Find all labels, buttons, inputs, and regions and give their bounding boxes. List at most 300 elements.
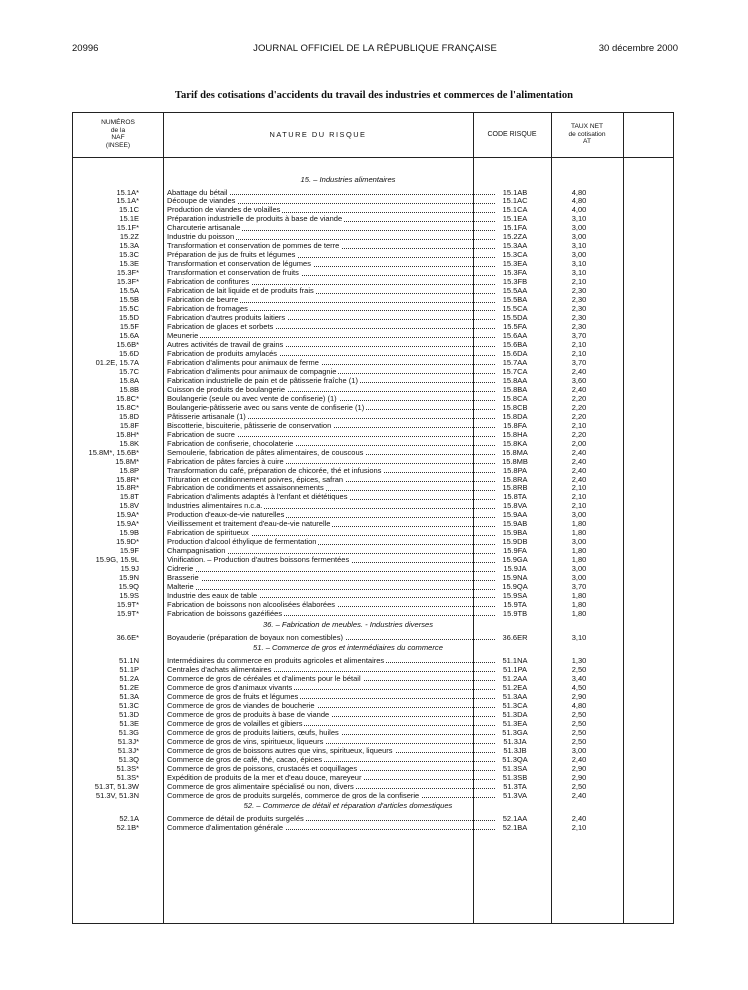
risk-label: Semoulerie, fabrication de pâtes alimentaires, de couscous <box>167 447 364 457</box>
table-row <box>73 814 673 823</box>
naf-code: 15.8T <box>119 492 139 502</box>
risk-nature <box>167 519 499 528</box>
risk-nature <box>167 250 499 259</box>
risk-code: 15.8MA <box>502 447 528 457</box>
risk-label: Préparation industrielle de produits à base de viande <box>167 214 343 224</box>
net-rate: 1,80 <box>571 591 587 601</box>
table-row <box>73 196 673 205</box>
table-row <box>73 591 673 600</box>
risk-nature <box>167 492 499 501</box>
risk-nature <box>167 448 499 457</box>
risk-code: 15.8HA <box>502 429 528 439</box>
risk-code: 51.3QA <box>502 754 528 764</box>
net-rate: 2,50 <box>571 727 587 737</box>
naf-code: 15.9A* <box>116 519 139 529</box>
risk-label: Industrie des eaux de table <box>167 591 258 601</box>
risk-code: 15.8FA <box>503 420 527 430</box>
risk-nature <box>167 737 499 746</box>
table-row <box>73 746 673 755</box>
naf-code: 15.6B* <box>116 339 139 349</box>
table-row <box>73 674 673 683</box>
table-row <box>73 457 673 466</box>
header-nature: NATURE DU RISQUE <box>269 130 367 139</box>
risk-nature <box>167 295 499 304</box>
risk-label: Charcuterie artisanale <box>167 223 241 233</box>
table-row <box>73 609 673 618</box>
risk-label: Autres activités de travail de grains <box>167 339 284 349</box>
risk-code: 15.6DA <box>502 348 528 358</box>
net-rate: 1,80 <box>571 555 587 565</box>
risk-label: Pâtisserie artisanale (1) <box>167 411 246 421</box>
risk-nature <box>167 728 499 737</box>
risk-nature <box>167 791 499 800</box>
risk-code: 15.7CA <box>502 366 528 376</box>
risk-code: 15.9TB <box>502 609 528 619</box>
net-rate: 3,70 <box>571 331 587 340</box>
naf-code: 15.3F* <box>116 268 139 278</box>
risk-label: Fabrication d'autres produits laitiers <box>167 313 286 323</box>
risk-code: 51.2AA <box>502 673 528 683</box>
risk-nature <box>167 823 499 832</box>
naf-code: 15.2Z <box>119 232 139 242</box>
table-row <box>73 519 673 528</box>
risk-code: 15.8DA <box>502 411 528 421</box>
net-rate: 2,30 <box>571 304 587 314</box>
naf-code: 15.9N <box>118 573 139 583</box>
risk-label: Vinification. – Production d'autres boissons fermentées <box>167 555 350 565</box>
risk-nature <box>167 501 499 510</box>
net-rate: 2,20 <box>571 411 587 421</box>
risk-nature <box>167 214 499 223</box>
risk-nature <box>167 665 499 674</box>
risk-code: 15.5FA <box>503 322 527 332</box>
net-rate: 1,80 <box>571 600 587 610</box>
naf-code: 15.8B <box>119 384 139 394</box>
net-rate: 3,00 <box>571 510 587 520</box>
net-rate: 3,10 <box>571 632 587 642</box>
naf-code: 15.9B <box>119 528 139 538</box>
risk-code: 51.2EA <box>502 682 528 692</box>
net-rate: 2,10 <box>571 339 587 349</box>
naf-code: 15.9Q <box>118 582 139 592</box>
table-row <box>73 564 673 573</box>
risk-code: 15.5BA <box>502 295 528 305</box>
risk-code: 15.5CA <box>502 304 528 314</box>
risk-code: 15.2ZA <box>502 232 528 242</box>
risk-nature <box>167 582 499 591</box>
net-rate: 2,20 <box>571 393 587 403</box>
naf-code: 15.3E <box>119 259 139 269</box>
net-rate: 2,40 <box>571 474 587 484</box>
risk-code: 15.1EA <box>502 214 528 224</box>
naf-code: 51.3S* <box>116 772 139 782</box>
table-row <box>73 448 673 457</box>
table-row <box>73 501 673 510</box>
risk-label: Commerce de gros de produits laitiers, œufs, huiles <box>167 727 339 737</box>
risk-label: Champagnisation <box>167 546 226 556</box>
risk-code: 15.8AA <box>502 375 528 385</box>
net-rate: 2,30 <box>571 295 587 305</box>
risk-label: Transformation du café, préparation de chicorée, thé et infusions <box>167 465 382 475</box>
risk-nature <box>167 719 499 728</box>
net-rate: 3,70 <box>571 357 587 367</box>
dot-leader <box>167 580 495 581</box>
risk-label: Commerce de gros de poissons, crustacés et coquillages <box>167 763 358 773</box>
risk-code: 51.1NA <box>502 655 528 665</box>
risk-code: 15.9BA <box>502 528 528 538</box>
net-rate: 2,10 <box>571 420 587 430</box>
risk-code: 51.3GA <box>502 727 528 737</box>
net-rate: 2,10 <box>571 822 587 832</box>
header-divider <box>73 157 673 158</box>
risk-label: Commerce de gros d'animaux vivants <box>167 682 293 692</box>
risk-nature <box>167 376 499 385</box>
risk-code: 15.5DA <box>502 313 528 323</box>
risk-code: 51.3SB <box>502 772 528 782</box>
risk-nature <box>167 633 499 642</box>
risk-nature <box>167 286 499 295</box>
net-rate: 2,00 <box>571 438 587 448</box>
table-row <box>73 295 673 304</box>
header-naf-line: (INSEE) <box>105 141 131 149</box>
naf-code: 51.3V, 51.3N <box>95 790 139 800</box>
risk-label: Biscotterie, biscuiterie, pâtisserie de conservation <box>167 420 332 430</box>
naf-code: 51.3D <box>118 709 139 719</box>
naf-code: 15.3A <box>119 241 139 251</box>
risk-nature <box>167 710 499 719</box>
risk-label: Boulangerie-pâtisserie avec ou sans vente de confiserie (1) <box>167 402 365 412</box>
naf-code: 51.3C <box>118 700 139 710</box>
risk-code: 52.1BA <box>502 822 528 832</box>
risk-nature <box>167 782 499 791</box>
naf-code: 15.8D <box>118 411 139 421</box>
header-taux <box>551 123 623 146</box>
risk-label: Fabrication de boissons gazéifiées <box>167 609 283 619</box>
naf-code: 15.9T* <box>116 600 139 610</box>
header-naf-line: de la <box>110 126 126 134</box>
net-rate: 2,40 <box>571 754 587 764</box>
naf-code: 15.1A* <box>116 196 139 206</box>
page-number: 20996 <box>72 43 99 54</box>
risk-label: Fabrication de beurre <box>167 295 239 305</box>
risk-code: 15.1FA <box>503 223 527 233</box>
table-row <box>73 277 673 286</box>
dot-leader <box>167 589 495 590</box>
table-row <box>73 358 673 367</box>
risk-label: Fabrication d'aliments adaptés à l'enfant et diététiques <box>167 492 348 502</box>
table-row <box>73 537 673 546</box>
risk-code: 15.6AA <box>502 331 528 340</box>
risk-code: 15.3CA <box>502 250 528 260</box>
table-title: Tarif des cotisations d'accidents du travail des industries et commerces de l'alimentation <box>174 90 574 101</box>
net-rate: 4,80 <box>571 187 587 197</box>
risk-label: Fabrication de confiserie, chocolaterie <box>167 438 294 448</box>
risk-label: Fabrication d'aliments pour animaux de compagnie <box>167 366 337 376</box>
net-rate: 2,40 <box>571 456 587 466</box>
net-rate: 1,80 <box>571 546 587 556</box>
risk-nature <box>167 394 499 403</box>
risk-nature <box>167 439 499 448</box>
risk-code: 15.9DB <box>502 537 528 547</box>
table-row <box>73 710 673 719</box>
net-rate: 3,00 <box>571 564 587 574</box>
net-rate: 3,00 <box>571 223 587 233</box>
risk-code: 51.3JA <box>503 736 527 746</box>
header-code: CODE RISQUE <box>487 131 537 138</box>
net-rate: 2,90 <box>571 691 587 701</box>
net-rate: 3,10 <box>571 214 587 224</box>
risk-label: Fabrication industrielle de pain et de pâtisserie fraîche (1) <box>167 375 358 385</box>
naf-code: 52.1B* <box>116 822 139 832</box>
net-rate: 3,00 <box>571 745 587 755</box>
table-row <box>73 737 673 746</box>
naf-code: 15.8C* <box>116 393 139 403</box>
risk-nature <box>167 555 499 564</box>
risk-nature <box>167 223 499 232</box>
naf-code: 15.8P <box>119 465 139 475</box>
section-title: 52. – Commerce de détail et réparation d'articles domestiques <box>243 801 453 811</box>
risk-code: 51.3TA <box>503 781 527 791</box>
risk-label: Commerce de gros de fruits et légumes <box>167 691 299 701</box>
risk-label: Production d'eaux-de-vie naturelles <box>167 510 285 520</box>
risk-code: 15.1AB <box>502 187 528 197</box>
risk-label: Expédition de produits de la mer et d'eau douce, mareyeur <box>167 772 362 782</box>
table-row <box>73 313 673 322</box>
section-title: 36. – Fabrication de meubles. - Industries diverses <box>262 620 434 629</box>
table-row <box>73 555 673 564</box>
table-row <box>73 546 673 555</box>
risk-code: 51.1PA <box>502 664 528 674</box>
naf-code: 51.3T, 51.3W <box>94 781 139 791</box>
net-rate: 4,80 <box>571 196 587 206</box>
table-row <box>73 394 673 403</box>
risk-nature <box>167 205 499 214</box>
risk-code: 15.9TA <box>503 600 527 610</box>
table-row <box>73 683 673 692</box>
naf-code: 51.3Q <box>118 754 139 764</box>
risk-label: Boulangerie (seule ou avec vente de confiserie) (1) <box>167 393 337 403</box>
naf-code: 15.6D <box>118 348 139 358</box>
table-row <box>73 510 673 519</box>
net-rate: 2,10 <box>571 348 587 358</box>
table-row <box>73 349 673 358</box>
naf-code: 15.9J <box>120 564 139 574</box>
risk-code: 51.3AA <box>502 691 528 701</box>
table-row <box>73 286 673 295</box>
risk-label: Vieillissement et traitement d'eau-de-vie naturelle <box>167 519 331 529</box>
tariff-table <box>72 112 674 924</box>
risk-nature <box>167 674 499 683</box>
table-row <box>73 764 673 773</box>
naf-code: 15.9T* <box>116 609 139 619</box>
naf-code: 15.9D* <box>116 537 139 547</box>
net-rate: 3,00 <box>571 537 587 547</box>
risk-label: Fabrication de lait liquide et de produits frais <box>167 286 314 296</box>
risk-code: 52.1AA <box>502 813 528 823</box>
risk-label: Boyauderie (préparation de boyaux non comestibles) <box>167 632 343 642</box>
net-rate: 2,40 <box>571 447 587 457</box>
naf-code: 51.1N <box>118 655 139 665</box>
risk-label: Commerce de gros de vins, spiritueux, liqueurs <box>167 736 324 746</box>
naf-code: 51.3J* <box>117 736 139 746</box>
risk-nature <box>167 385 499 394</box>
table-row <box>73 492 673 501</box>
table-row <box>73 665 673 674</box>
risk-label: Abattage du bétail <box>167 187 228 197</box>
table-row <box>73 322 673 331</box>
risk-nature <box>167 814 499 823</box>
risk-nature <box>167 403 499 412</box>
net-rate: 2,30 <box>571 286 587 296</box>
net-rate: 4,50 <box>571 682 587 692</box>
risk-nature <box>167 537 499 546</box>
naf-code: 15.5A <box>119 286 139 296</box>
risk-nature <box>167 573 499 582</box>
net-rate: 2,10 <box>571 492 587 502</box>
table-row <box>73 475 673 484</box>
publication-date: 30 décembre 2000 <box>598 43 678 54</box>
risk-nature <box>167 457 499 466</box>
risk-nature <box>167 241 499 250</box>
table-row <box>73 421 673 430</box>
table-row <box>73 232 673 241</box>
risk-label: Commerce de gros de produits surgelés, commerce de gros de la confiserie <box>167 790 420 800</box>
risk-nature <box>167 609 499 618</box>
table-row <box>73 205 673 214</box>
risk-nature <box>167 421 499 430</box>
naf-code: 15.8F <box>119 420 139 430</box>
table-row <box>73 528 673 537</box>
table-row <box>73 403 673 412</box>
table-row <box>73 600 673 609</box>
risk-label: Fabrication de confitures <box>167 277 250 287</box>
naf-code: 51.3G <box>118 727 139 737</box>
net-rate: 2,30 <box>571 322 587 332</box>
naf-code: 51.3E <box>119 718 139 728</box>
risk-nature <box>167 692 499 701</box>
risk-nature <box>167 764 499 773</box>
risk-label: Production de viandes de volailles <box>167 205 281 215</box>
risk-label: Transformation et conservation de légumes <box>167 259 311 269</box>
risk-nature <box>167 746 499 755</box>
naf-code: 51.2E <box>119 682 139 692</box>
header-taux-line: AT <box>583 138 591 146</box>
net-rate: 2,10 <box>571 501 587 511</box>
risk-nature <box>167 773 499 782</box>
risk-code: 15.3AA <box>502 241 528 251</box>
risk-nature <box>167 304 499 313</box>
net-rate: 1,80 <box>571 528 587 538</box>
risk-label: Commerce de gros de produits à base de viande <box>167 709 330 719</box>
risk-nature <box>167 466 499 475</box>
table-row <box>73 223 673 232</box>
risk-label: Commerce de détail de produits surgelés <box>167 813 304 823</box>
risk-code: 15.3FA <box>503 268 527 278</box>
net-rate: 1,30 <box>571 655 587 665</box>
risk-code: 15.9JA <box>503 564 527 574</box>
risk-code: 15.9AB <box>502 519 528 529</box>
header-naf-line: NUMÉROS <box>101 119 135 126</box>
naf-code: 51.3A <box>119 691 139 701</box>
net-rate: 1,80 <box>571 609 587 619</box>
net-rate: 2,20 <box>571 402 587 412</box>
risk-label: Trituration et conditionnement poivres, épices, safran <box>167 474 344 484</box>
risk-code: 15.8BA <box>502 384 528 394</box>
dot-leader <box>167 337 495 338</box>
table-row <box>73 701 673 710</box>
risk-label: Commerce de gros de viandes de boucherie <box>167 700 315 710</box>
risk-label: Transformation et conservation de fruits <box>167 268 299 278</box>
risk-label: Centrales d'achats alimentaires <box>167 664 272 674</box>
risk-label: Brasserie <box>167 573 199 583</box>
table-row <box>73 773 673 782</box>
table-row <box>73 259 673 268</box>
risk-code: 15.6BA <box>502 339 528 349</box>
risk-code: 15.9NA <box>502 573 528 583</box>
risk-label: Commerce de gros alimentaire spécialisé ou non, divers <box>167 781 354 791</box>
net-rate: 2,10 <box>571 483 587 493</box>
risk-nature <box>167 412 499 421</box>
table-row <box>73 241 673 250</box>
risk-label: Meunerie <box>167 331 199 340</box>
table-row <box>73 483 673 492</box>
naf-code: 15.9G, 15.9L <box>95 555 139 565</box>
risk-code: 36.6ER <box>502 632 528 642</box>
header-naf-line: NAF <box>111 134 125 142</box>
risk-nature <box>167 268 499 277</box>
risk-code: 15.1CA <box>502 205 528 215</box>
table-row <box>73 656 673 665</box>
risk-code: 15.8CB <box>502 402 528 412</box>
naf-code: 15.1E <box>119 214 139 224</box>
net-rate: 3,60 <box>571 375 587 385</box>
risk-nature <box>167 358 499 367</box>
net-rate: 3,10 <box>571 241 587 251</box>
net-rate: 3,10 <box>571 259 587 269</box>
naf-code: 15.3C <box>118 250 139 260</box>
risk-nature <box>167 331 499 340</box>
table-row <box>73 412 673 421</box>
net-rate: 2,90 <box>571 772 587 782</box>
risk-nature <box>167 510 499 519</box>
risk-nature <box>167 591 499 600</box>
risk-label: Transformation et conservation de pommes de terre <box>167 241 340 251</box>
risk-code: 15.1AC <box>502 196 528 206</box>
table-row <box>73 304 673 313</box>
risk-nature <box>167 546 499 555</box>
net-rate: 2,40 <box>571 790 587 800</box>
naf-code: 51.2A <box>119 673 139 683</box>
risk-nature <box>167 483 499 492</box>
net-rate: 2,40 <box>571 813 587 823</box>
net-rate: 3,70 <box>571 582 587 592</box>
dot-leader <box>167 571 495 572</box>
naf-code: 15.8R* <box>116 474 139 484</box>
naf-code: 36.6E* <box>116 632 139 642</box>
naf-code: 15.8V <box>119 501 139 511</box>
risk-nature <box>167 277 499 286</box>
naf-code: 15.1C <box>118 205 139 215</box>
risk-code: 15.9AA <box>502 510 528 520</box>
table-row <box>73 573 673 582</box>
risk-code: 51.3CA <box>502 700 528 710</box>
naf-code: 15.9A* <box>116 510 139 520</box>
risk-label: Fabrication de condiments et assaisonnements <box>167 483 324 493</box>
risk-nature <box>167 528 499 537</box>
risk-label: Fabrication de spiritueux <box>167 528 249 538</box>
naf-code: 15.5B <box>119 295 139 305</box>
naf-code: 15.8M*, 15.6B* <box>88 447 139 457</box>
